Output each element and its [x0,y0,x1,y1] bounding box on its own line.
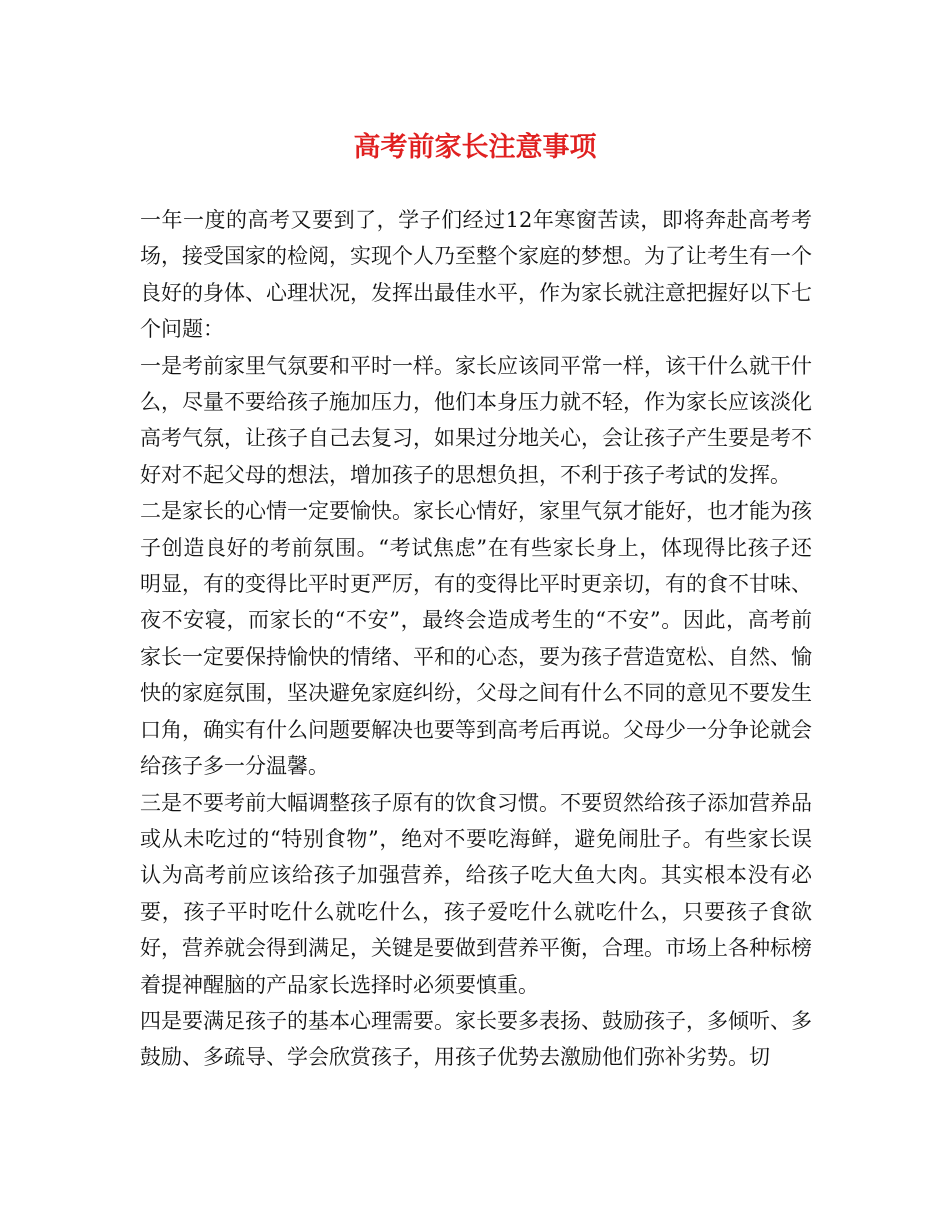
paragraph-point-1: 一是考前家里气氛要和平时一样。家长应该同平常一样，该干什么就干什么，尽量不要给孩子施加压力，他们本身压力就不轻，作为家长应该淡化高考气氛，让孩子自己去复习，如果过分地关心，会让孩子产生要是考不好对不起父母的想法，增加孩子的思想负担，不利于孩子考试的发挥。 [140,353,812,487]
paragraph-point-2: 二是家长的心情一定要愉快。家长心情好，家里气氛才能好，也才能为孩子创造良好的考前氛围。“考试焦虑”在有些家长身上，体现得比孩子还明显，有的变得比平时更严厉，有的变得比平时更亲切，有的食不甘味、夜不安寝，而家长的“不安”，最终会造成考生的“不安”。因此，高考前家长一定要保持愉快的情绪、平和的心态，要为孩子营造宽松、自然、愉快的家庭氛围，坚决避免家庭纠纷，父母之间有什么不同的意见不要发生口角，确实有什么问题要解决也要等到高考后再说。父母少一分争论就会给孩子多一分温馨。 [140,499,812,779]
document-body [140,202,812,1076]
document-title: 高考前家长注意事项 [353,132,597,163]
paragraph-point-4: 四是要满足孩子的基本心理需要。家长要多表扬、鼓励孩子，多倾听、多鼓励、多疏导、学会欣赏孩子，用孩子优势去激励他们弥补劣势。切 [140,1008,812,1070]
paragraph-intro: 一年一度的高考又要到了，学子们经过12年寒窗苦读，即将奔赴高考考场，接受国家的检阅，实现个人乃至整个家庭的梦想。为了让考生有一个良好的身体、心理状况，发挥出最佳水平，作为家长就注意把握好以下七个问题： [140,208,812,342]
paragraph-point-3: 三是不要考前大幅调整孩子原有的饮食习惯。不要贸然给孩子添加营养品或从未吃过的“特别食物”，绝对不要吃海鲜，避免闹肚子。有些家长误认为高考前应该给孩子加强营养，给孩子吃大鱼大肉。其实根本没有必要，孩子平时吃什么就吃什么，孩子爱吃什么就吃什么，只要孩子食欲好，营养就会得到满足，关键是要做到营养平衡，合理。市场上各种标榜着提神醒脑的产品家长选择时必须要慎重。 [140,790,812,997]
